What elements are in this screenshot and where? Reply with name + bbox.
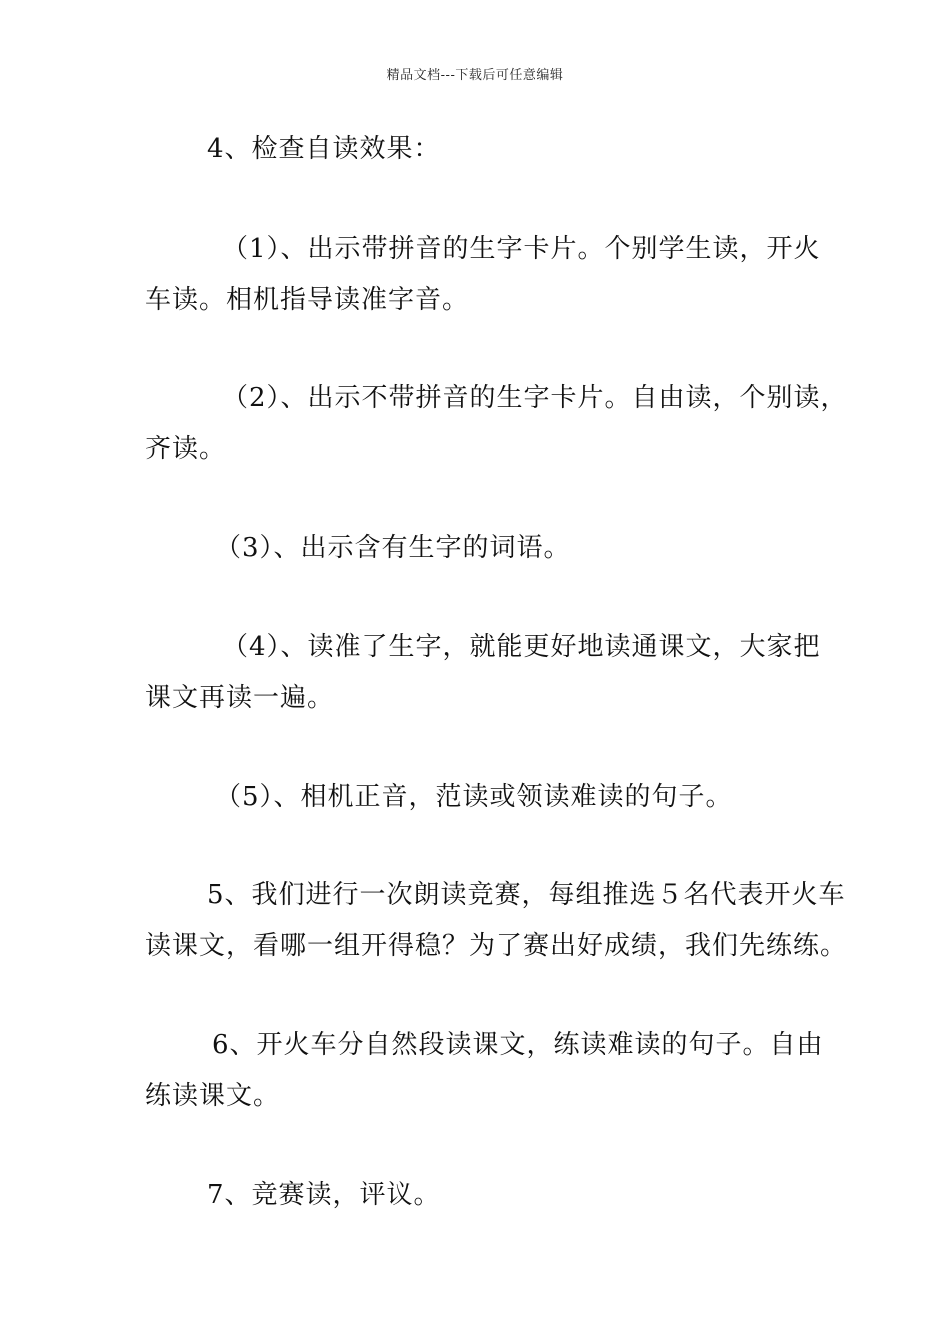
text-line: （5）、相机正音，范读或领读难读的句子。 (215, 782, 733, 812)
text-line: 读课文，看哪一组开得稳？为了赛出好成绩，我们先练练。 (145, 931, 848, 961)
text-line: 车读。相机指导读准字音。 (145, 285, 470, 315)
text-line: （2）、出示不带拼音的生字卡片。自由读，个别读， (222, 383, 848, 413)
page-header: 精品文档---下载后可任意编辑 (386, 68, 564, 83)
text-line: 齐读。 (145, 434, 227, 464)
text-line: 4、检查自读效果： (207, 134, 441, 164)
text-line: （1）、出示带拼音的生字卡片。个别学生读，开火 (222, 234, 821, 264)
text-line: 课文再读一遍。 (145, 683, 335, 713)
text-line: 5、我们进行一次朗读竞赛，每组推选５名代表开火车 (207, 880, 846, 910)
text-line: （4）、读准了生字，就能更好地读通课文，大家把 (222, 632, 821, 662)
text-line: （3）、出示含有生字的词语。 (215, 533, 571, 563)
text-line: 6、开火车分自然段读课文，练读难读的句子。自由 (212, 1030, 824, 1060)
text-line: 7、竞赛读，评议。 (207, 1180, 441, 1210)
text-line: 练读课文。 (145, 1081, 281, 1111)
